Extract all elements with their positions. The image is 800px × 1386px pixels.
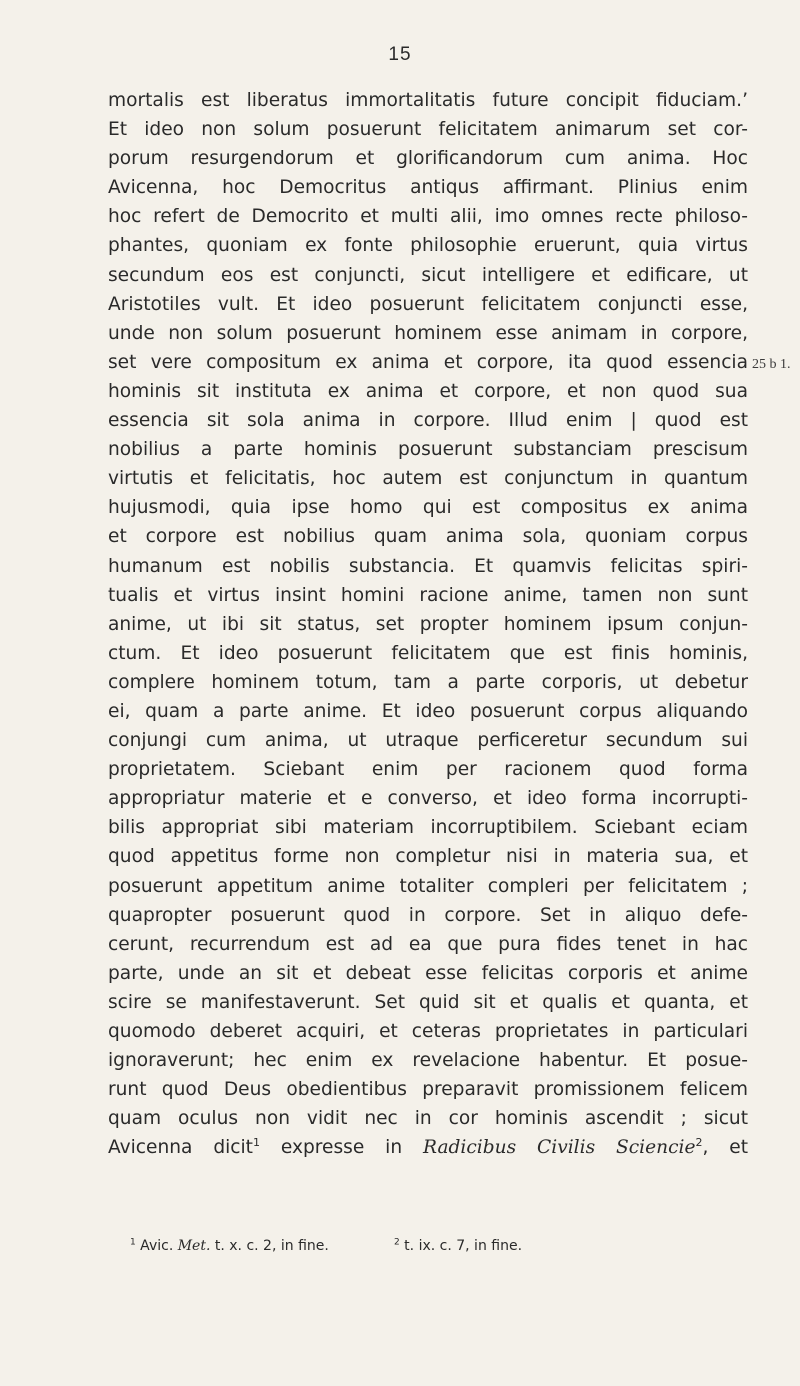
text-line: hujusmodi, quia ipse homo qui est compositus ex anima xyxy=(108,497,748,519)
text-line: essencia sit sola anima in corpore. Illud enim | quod est xyxy=(108,410,748,432)
text-line: anime, ut ibi sit status, set propter hominem ipsum conjun- xyxy=(108,613,748,635)
footnote-1 xyxy=(130,1238,329,1254)
text-line: porum resurgendorum et glorificandorum cum anima. Hoc xyxy=(108,148,748,170)
text-line: quod appetitus forme non completur nisi in materia sua, et xyxy=(108,846,748,868)
text-line: nobilius a parte hominis posuerunt substanciam prescisum xyxy=(108,439,748,461)
footnotes xyxy=(130,1238,750,1254)
text-line: Et ideo non solum posuerunt felicitatem animarum set cor- xyxy=(108,119,748,141)
page-number: 15 xyxy=(388,44,412,65)
text-line: quapropter posuerunt quod in corpore. Set in aliquo defe- xyxy=(108,904,748,926)
footnote-italic: Met. xyxy=(177,1238,211,1254)
text-line: hoc refert de Democrito et multi alii, imo omnes recte philoso- xyxy=(108,206,748,228)
footnote-2 xyxy=(394,1238,522,1254)
footnote-text: t. x. c. 2, in fine. xyxy=(210,1238,329,1254)
text-line: et corpore est nobilius quam anima sola, quoniam corpus xyxy=(108,526,748,548)
text-line: mortalis est liberatus immortalitatis future concipit fiduciam.’ xyxy=(108,90,748,111)
footnote-text: Avic. xyxy=(135,1238,178,1254)
text-segment: expresse in xyxy=(259,1137,424,1159)
text-line: virtutis et felicitatis, hoc autem est conjunctum in quantum xyxy=(108,468,748,490)
text-line: scire se manifestaverunt. Set quid sit et qualis et quanta, et xyxy=(108,991,748,1013)
text-line: ctum. Et ideo posuerunt felicitatem que est finis hominis, xyxy=(108,642,748,664)
margin-reference-note: 25 b 1. xyxy=(752,357,791,372)
text-line: conjungi cum anima, ut utraque perficeretur secundum sui xyxy=(108,730,748,752)
text-line: bilis appropriat sibi materiam incorruptibilem. Sciebant eciam xyxy=(108,817,748,839)
text-line: tualis et virtus insint homini racione anime, tamen non sunt xyxy=(108,584,748,606)
text-line: runt quod Deus obedientibus preparavit promissionem felicem xyxy=(108,1079,748,1101)
text-line: proprietatem. Sciebant enim per racionem quod forma xyxy=(108,759,748,781)
text-line: parte, unde an sit et debeat esse felicitas corporis et anime xyxy=(108,962,748,984)
text-line: appropriatur materie et e converso, et ideo forma incorrupti- xyxy=(108,788,748,810)
text-line: set vere compositum ex anima et corpore, ita quod essencia xyxy=(108,351,748,373)
text-line: Aristotiles vult. Et ideo posuerunt felicitatem conjuncti esse, xyxy=(108,293,748,315)
footnote-number: 1 xyxy=(130,1237,136,1248)
text-line: phantes, quoniam ex fonte philosophie eruerunt, quia virtus xyxy=(108,235,748,257)
footnote-marker: 2 xyxy=(695,1136,703,1150)
cited-work-title: Radicibus Civilis Sciencie xyxy=(423,1137,696,1159)
text-line: quam oculus non vidit nec in cor hominis ascendit ; sicut xyxy=(108,1108,748,1130)
text-line: complere hominem totum, tam a parte corporis, ut debetur xyxy=(108,671,748,693)
text-line: ignoraverunt; hec enim ex revelacione habentur. Et posue- xyxy=(108,1050,748,1072)
footnote-number: 2 xyxy=(394,1237,400,1248)
text-line: hominis sit instituta ex anima et corpore, et non quod sua xyxy=(108,380,748,402)
text-line: Avicenna, hoc Democritus antiqus affirmant. Plinius enim xyxy=(108,177,748,199)
footnote-text: t. ix. c. 7, in fine. xyxy=(399,1238,523,1254)
text-segment: Avicenna dicit xyxy=(108,1137,253,1159)
text-segment: , et xyxy=(702,1137,748,1159)
text-line: unde non solum posuerunt hominem esse animam in corpore, xyxy=(108,322,748,344)
text-line: secundum eos est conjuncti, sicut intelligere et edificare, ut xyxy=(108,264,748,286)
text-line: posuerunt appetitum anime totaliter compleri per felicitatem ; xyxy=(108,875,748,897)
text-line: humanum est nobilis substancia. Et quamvis felicitas spiri- xyxy=(108,555,748,577)
footnote-marker: 1 xyxy=(252,1136,260,1150)
text-line: ei, quam a parte anime. Et ideo posuerunt corpus aliquando xyxy=(108,700,748,722)
text-line-last xyxy=(108,1133,748,1162)
text-line: quomodo deberet acquiri, et ceteras proprietates in particulari xyxy=(108,1021,748,1042)
text-line: cerunt, recurrendum est ad ea que pura fides tenet in hac xyxy=(108,933,748,955)
body-text xyxy=(108,86,748,1162)
